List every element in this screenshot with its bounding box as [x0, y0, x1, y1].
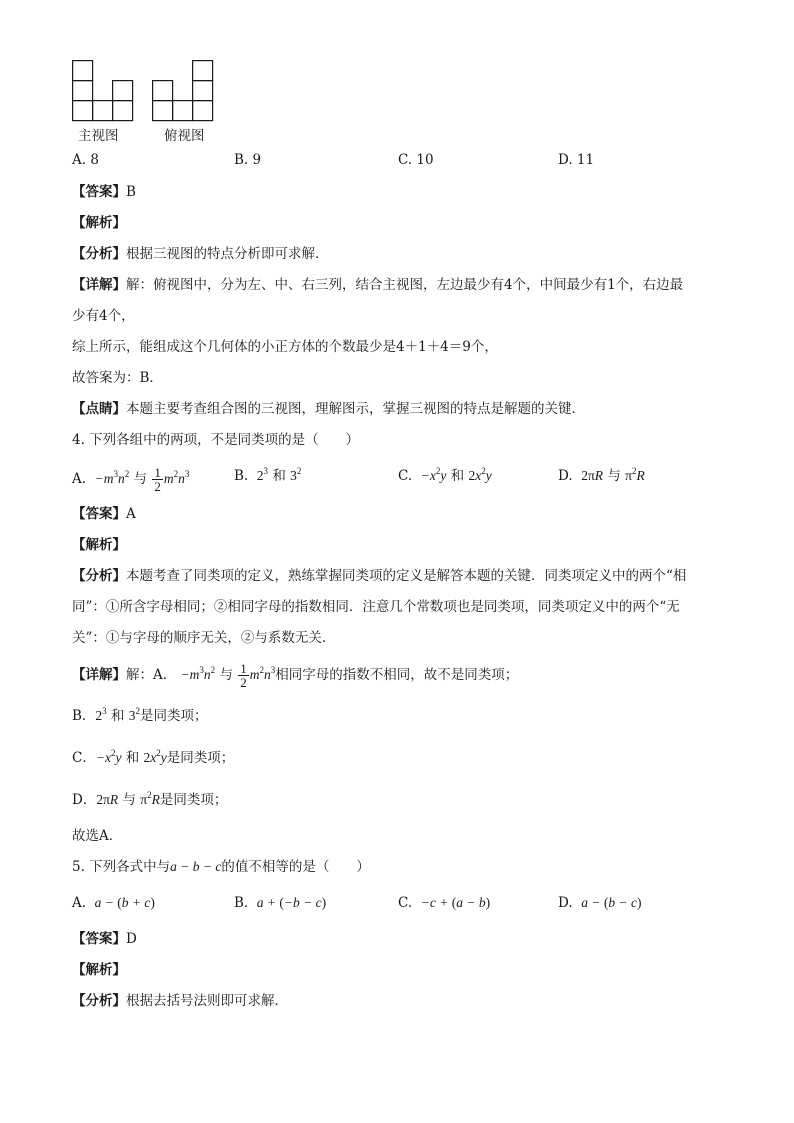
q4-option-a: A. $-m^3n^2$ 与 $\frac{1}{2}$ $m^2n^3$	[72, 465, 190, 494]
q4-fenxi-line-2: 同”：①所含字母相同；②相同字母的指数相同．注意几个常数项也是同类项，同类项定义中的两个“无	[72, 599, 680, 615]
q3-option-b: B. 9	[234, 152, 262, 168]
q3-option-d: D. 11	[558, 152, 595, 168]
q4-fenxi-line-3: 关”：①与字母的顺序无关，②与系数无关．	[72, 630, 336, 646]
q5-stem: 5. 下列各式中与a − b − c的值不相等的是（ ）	[72, 859, 370, 875]
front-view-figure	[72, 60, 136, 124]
q5-option-a: A. a − (b + c)	[72, 895, 155, 911]
q3-xiangjie-line-2: 少有4个，	[72, 308, 135, 324]
q3-option-a: A. 8	[72, 152, 99, 168]
q4-stem: 4. 下列各组中的两项，不是同类项的是（ ）	[72, 432, 360, 448]
q5-option-b: B. a + (−b − c)	[234, 895, 327, 911]
q5-analysis-tag: 【解析】	[72, 962, 126, 978]
q3-analysis-tag: 【解析】	[72, 215, 126, 231]
q3-fenxi: 【分析】根据三视图的特点分析即可求解．	[72, 246, 329, 262]
q4-xiangjie-c: C．$-x^2y$ 和 $2x^2y$是同类项；	[72, 748, 235, 766]
top-view-figure	[152, 60, 216, 124]
q4-option-b: B. $2^3$ 和 $3^2$	[234, 466, 302, 484]
q3-conclusion: 故答案为：B．	[72, 370, 163, 386]
q4-option-d: D. 2πR 与 $\pi^2R$	[558, 466, 645, 484]
top-view-label: 俯视图	[164, 128, 205, 144]
q4-xiangjie-d: D．2πR 与 $\pi^2R$是同类项；	[72, 790, 228, 808]
q4-xiangjie-b: B．$2^3$ 和 $3^2$是同类项；	[72, 706, 208, 724]
q3-xiangjie-line-1: 【详解】解：俯视图中，分为左、中、右三列，结合主视图，左边最少有4个，中间最少有1个，右边最	[72, 277, 684, 293]
front-view-label: 主视图	[78, 128, 119, 144]
q5-answer: 【答案】D	[72, 931, 137, 947]
q3-option-c: C. 10	[398, 152, 434, 168]
q4-analysis-tag: 【解析】	[72, 537, 126, 553]
q4-option-c: C. $-x^2y$ 和 $2x^2y$	[398, 466, 492, 484]
q5-fenxi: 【分析】根据去括号法则即可求解．	[72, 993, 288, 1009]
q5-option-d: D. a − (b − c)	[558, 895, 642, 911]
q3-dianjing: 【点睛】本题主要考查组合图的三视图，理解图示，掌握三视图的特点是解题的关键．	[72, 401, 585, 417]
q4-choose: 故选A．	[72, 828, 123, 844]
q4-fenxi-line-1: 【分析】本题考查了同类项的定义，熟练掌握同类项的定义是解答本题的关键．同类项定义中的两个“相	[72, 568, 687, 584]
q5-option-c: C. −c + (a − b)	[398, 895, 491, 911]
q4-xiangjie-a: 【详解】解：A． $-m^3n^2$ 与 $\frac{1}{2}$ $m^2n^3$相同字母的指数不相同，故不是同类项；	[72, 661, 519, 690]
q3-summary: 综上所示，能组成这个几何体的小正方体的个数最少是4＋1＋4＝9个，	[72, 339, 498, 355]
q3-answer: 【答案】B	[72, 184, 136, 200]
q4-answer: 【答案】A	[72, 506, 136, 522]
